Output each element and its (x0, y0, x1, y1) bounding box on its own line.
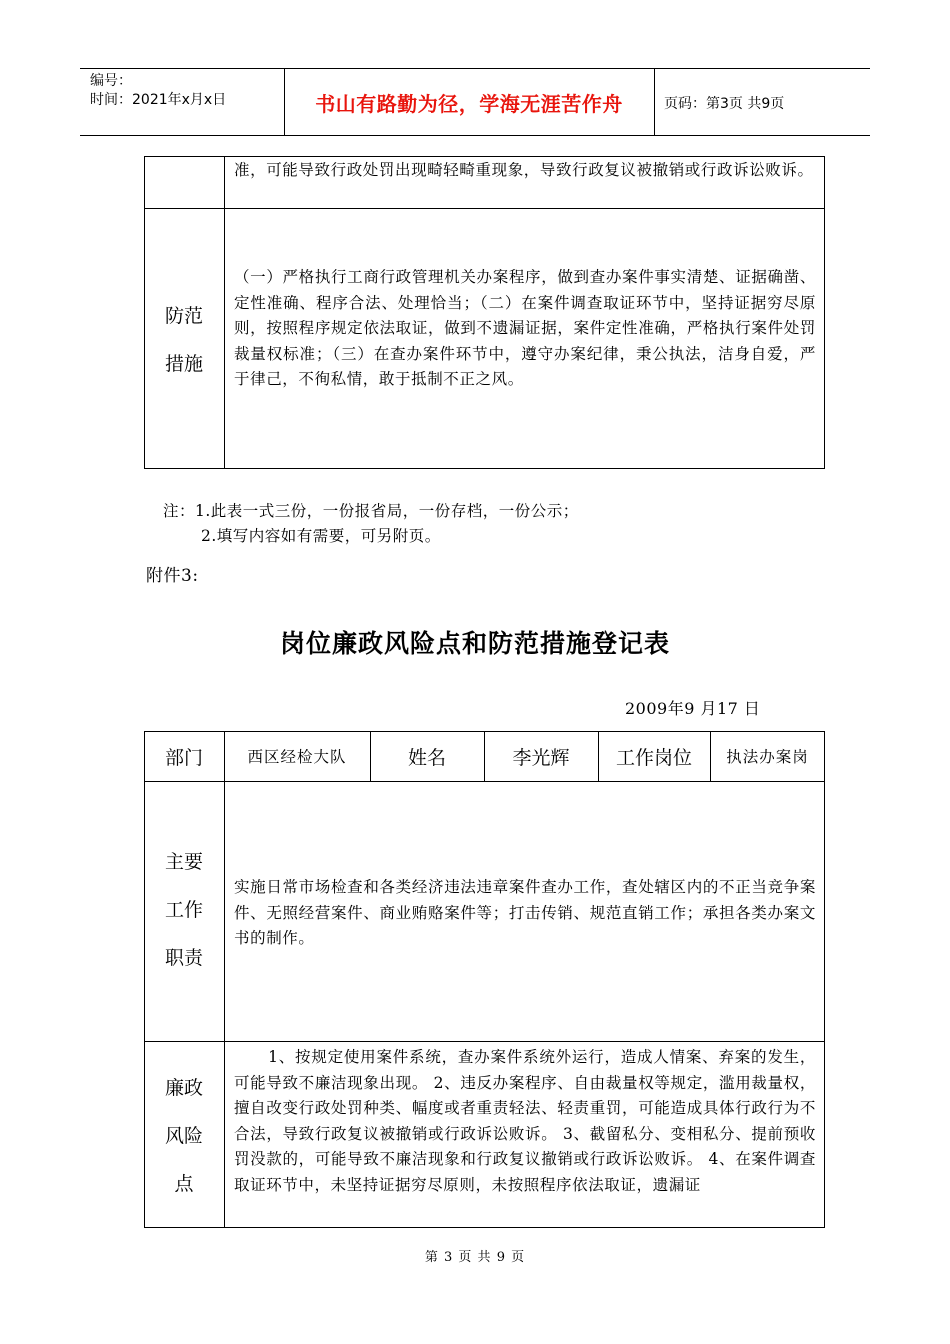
form-title: 岗位廉政风险点和防范措施登记表 (279, 629, 670, 658)
risk-label: 廉政 风险 点 (164, 1077, 203, 1195)
dept-value: 西区经检大队 (247, 748, 347, 766)
duty-label: 主要 工作 职责 (164, 851, 203, 969)
post-value: 执法办案岗 (726, 748, 809, 766)
form-date: 2009年9 月17 日 (625, 699, 761, 718)
post-label: 工作岗位 (615, 746, 692, 769)
header-time-label: 时间：2021年x月x日 (90, 92, 227, 108)
main-table-row-divider (144, 781, 825, 782)
page-footer: 第 3 页 共 9 页 (424, 1250, 526, 1265)
note-line-2: 2.填写内容如有需要，可另附页。 (201, 527, 441, 545)
name-value: 李光辉 (512, 746, 570, 769)
header-page-code: 页码：第3页 共9页 (664, 96, 785, 112)
duty-text: 实施日常市场检查和各类经济违法违章案件查办工作，查处辖区内的不正当竞争案件、无照经营案件、商业贿赂案件等；打击传销、规范直销工作；承担各类办案文书的制作。 (234, 878, 816, 947)
name-label: 姓名 (407, 746, 446, 769)
header-motto: 书山有路勤为径，学海无涯苦作舟 (315, 91, 623, 116)
prev-table-row-divider (144, 208, 825, 209)
prev-continued-text: 准，可能导致行政处罚出现畸轻畸重现象，导致行政复议被撤销或行政诉讼败诉。 (234, 161, 814, 179)
measures-label: 防范 措施 (164, 305, 203, 375)
note-line-1: 注：1.此表一式三份，一份报省局，一份存档，一份公示； (163, 502, 579, 520)
measures-text: （一）严格执行工商行政管理机关办案程序，做到查办案件事实清楚、证据确凿、定性准确、程序合法、处理恰当；（二）在案件调查取证环节中，坚持证据穷尽原则，按照程序规定依法取证，做到不遗漏证据，案件定性准确，严格执行案件处罚裁量权标准；（三）在查办案件环节中，遵守办案纪律，秉公执法，洁身自爱，严于律己，不徇私情，敢于抵制不正之风。 (234, 268, 816, 388)
main-table-row-divider (144, 1041, 825, 1042)
risk-text: 1、按规定使用案件系统，查办案件系统外运行，造成人情案、弃案的发生，可能导致不廉洁现象出现。 2、违反办案程序、自由裁量权等规定，滥用裁量权，擅自改变行政处罚种类、幅度或者重责轻法、轻责重罚，可能造成具体行政行为不合法，导致行政复议被撤销或行政诉讼败诉。 3、截留私分、变相私分、提前预收罚没款的，可能导致不廉洁现象和行政复议撤销或行政诉讼败诉。 4、在案件调查取证环节中，未坚持证据穷尽原则，未按照程序依法取证，遗漏证 (234, 1048, 816, 1194)
header-number-label: 编号： (90, 73, 132, 89)
header-divider (654, 68, 655, 136)
main-table-col-divider (224, 731, 225, 1228)
attachment-label: 附件3: (146, 566, 199, 586)
prev-table-col-divider (224, 156, 225, 469)
dept-label: 部门 (164, 746, 203, 769)
